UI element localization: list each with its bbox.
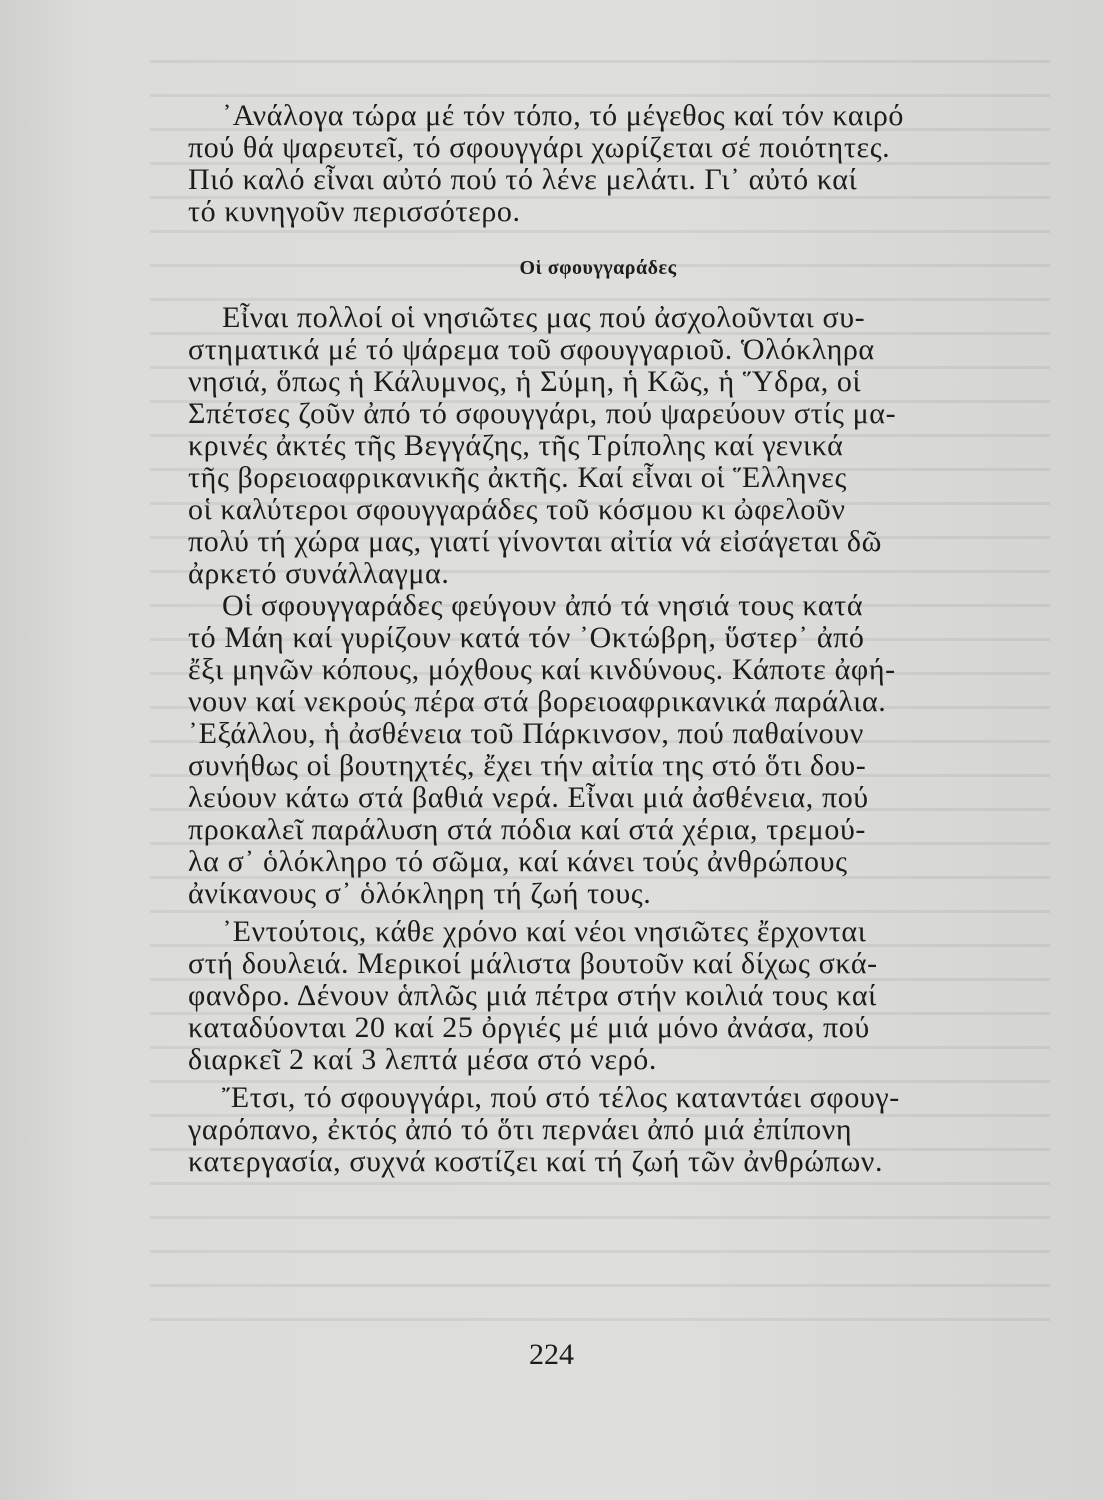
paragraph-2 xyxy=(188,590,1008,910)
page-number: 224 xyxy=(529,1338,574,1371)
text-line: συνήθως οἱ βουτηχτές, ἔχει τήν αἰτία της στό ὅτι δου- xyxy=(188,749,867,782)
paragraph-3 xyxy=(188,916,1008,1076)
text-line: πού θά ψαρευτεῖ, τό σφουγγάρι χωρίζεται σέ ποιότητες. xyxy=(188,131,891,164)
text-line: λεύουν κάτω στά βαθιά νερά. Εἶναι μιά ἀσθένεια, πού xyxy=(188,781,869,814)
text-line: Ἔτσι, τό σφουγγάρι, πού στό τέλος καταντάει σφουγ- xyxy=(222,1081,900,1114)
section-heading: Οἱ σφουγγαράδες xyxy=(519,257,677,279)
paragraph-4 xyxy=(188,1082,1008,1178)
text-line: Οἱ σφουγγαράδες φεύγουν ἀπό τά νησιά τους κατά xyxy=(222,589,864,622)
text-line: νησιά, ὅπως ἡ Κάλυμνος, ἡ Σύμη, ἡ Κῶς, ἡ Ὕδρα, οἱ xyxy=(188,365,862,398)
text-line: τό κυνηγοῦν περισσότερο. xyxy=(188,195,521,228)
text-line: προκαλεῖ παράλυση στά πόδια καί στά χέρια, τρεμού- xyxy=(188,813,867,846)
text-line: τῆς βορειοαφρικανικῆς ἀκτῆς. Καί εἶναι οἱ Ἕλληνες xyxy=(188,461,847,494)
text-line: ἔξι μηνῶν κόπους, μόχθους καί κινδύνους. Κάποτε ἀφή- xyxy=(188,653,896,686)
text-line: πολύ τή χώρα μας, γιατί γίνονται αἰτία νά εἰσάγεται δῶ xyxy=(188,525,882,558)
text-line: κρινές ἀκτές τῆς Βεγγάζης, τῆς Τρίπολης καί γενικά xyxy=(188,429,844,462)
text-line: Πιό καλό εἶναι αὐτό πού τό λένε μελάτι. Γι᾿ αὐτό καί xyxy=(188,163,858,196)
text-line: λα σ᾿ ὁλόκληρο τό σῶμα, καί κάνει τούς ἀνθρώπους xyxy=(188,845,848,878)
text-line: οἱ καλύτεροι σφουγγαράδες τοῦ κόσμου κι ὠφελοῦν xyxy=(188,493,846,526)
text-line: στή δουλειά. Μερικοί μάλιστα βουτοῦν καί δίχως σκά- xyxy=(188,947,878,980)
text-line: Εἶναι πολλοί οἱ νησιῶτες μας πού ἀσχολοῦνται συ- xyxy=(222,301,866,334)
text-line: ἀνίκανους σ᾿ ὁλόκληρη τή ζωή τους. xyxy=(188,877,652,910)
text-line: διαρκεῖ 2 καί 3 λεπτά μέσα στό νερό. xyxy=(188,1043,657,1076)
paragraph-1 xyxy=(188,302,1008,590)
text-line: φανδρο. Δένουν ἁπλῶς μιά πέτρα στήν κοιλιά τους καί xyxy=(188,979,877,1012)
text-line: ᾿Ανάλογα τώρα μέ τόν τόπο, τό μέγεθος καί τόν καιρό xyxy=(222,99,905,132)
text-line: κατεργασία, συχνά κοστίζει καί τή ζωή τῶν ἀνθρώπων. xyxy=(188,1145,884,1178)
text-line: νουν καί νεκρούς πέρα στά βορειοαφρικανικά παράλια. xyxy=(188,685,887,718)
intro-paragraph xyxy=(188,100,1008,228)
text-line: ᾿Εξάλλου, ἡ ἀσθένεια τοῦ Πάρκινσον, πού παθαίνουν xyxy=(188,717,864,750)
page-text xyxy=(188,100,1008,1178)
text-line: ἀρκετό συνάλλαγμα. xyxy=(188,557,450,590)
text-line: καταδύονται 20 καί 25 ὀργιές μέ μιά μόνο ἀνάσα, πού xyxy=(188,1011,870,1044)
text-line: Σπέτσες ζοῦν ἀπό τό σφουγγάρι, πού ψαρεύουν στίς μα- xyxy=(188,397,897,430)
text-line: τό Μάη καί γυρίζουν κατά τόν ᾿Οκτώβρη, ὕστερ᾿ ἀπό xyxy=(188,621,865,654)
text-line: γαρόπανο, ἐκτός ἀπό τό ὅτι περνάει ἀπό μιά ἐπίπονη xyxy=(188,1113,853,1146)
text-line: ᾿Εντούτοις, κάθε χρόνο καί νέοι νησιῶτες ἔρχονται xyxy=(222,915,867,948)
text-line: στηματικά μέ τό ψάρεμα τοῦ σφουγγαριοῦ. Ὁλόκληρα xyxy=(188,333,875,366)
